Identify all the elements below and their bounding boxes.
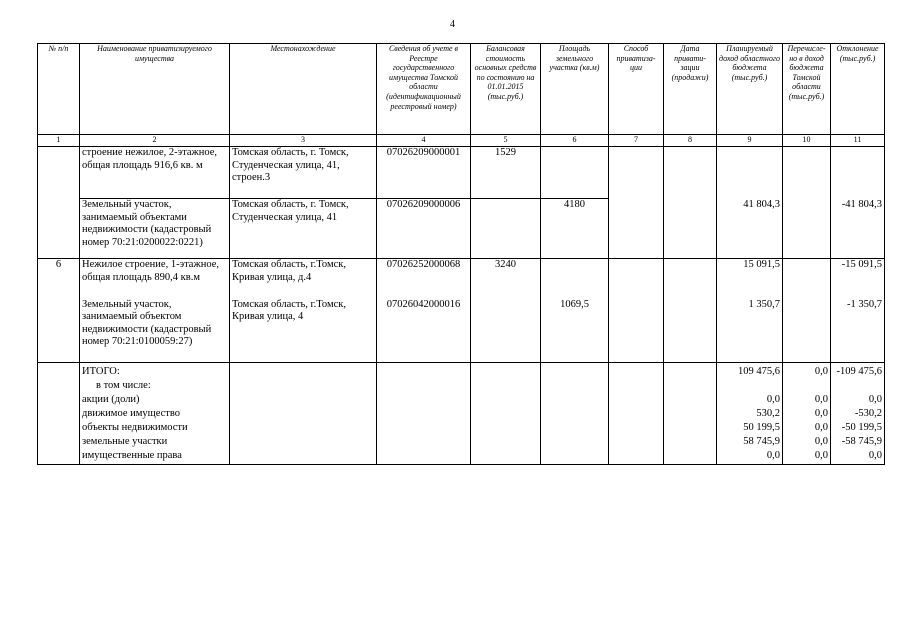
header-row [38, 44, 885, 135]
totals-method [609, 363, 664, 465]
header-no: № п/п [38, 44, 80, 135]
transferred-realty: 0,0 [814, 422, 828, 433]
header-location: Местонахождение [230, 44, 377, 135]
column-number: 8 [664, 135, 717, 147]
registry-number: 07026252000068 [377, 259, 471, 299]
planned-income: 1 350,7 [717, 299, 783, 363]
deviation-realty: -50 199,5 [841, 422, 882, 433]
including-label: в том числе: [96, 380, 151, 391]
planned-income: 15 091,5 [717, 259, 783, 299]
totals-row [38, 363, 885, 465]
property-name: строение нежилое, 2-этажное, общая площадь 916,6 кв. м [80, 147, 230, 199]
total-label: ИТОГО: [82, 366, 120, 377]
land-area: 1069,5 [541, 299, 609, 363]
column-number-row [38, 135, 885, 147]
transferred-total: 0,0 [814, 366, 828, 377]
privatization-method [609, 147, 664, 259]
header-planned: Планируемый доход областного бюджета (тыс.руб.) [717, 44, 783, 135]
property-name: Земельный участок, занимаемый объектом недвижимости (кадастровый номер 70:21:0100059:27) [80, 299, 230, 363]
column-number: 7 [609, 135, 664, 147]
header-balance: Балансовая стоимость основных средств по состоянию на 01.01.2015 (тыс.руб.) [471, 44, 541, 135]
privatization-method [609, 299, 664, 363]
privatization-date [664, 147, 717, 259]
header-date: Дата привати-зации (продажи) [664, 44, 717, 135]
property-location: Томская область, г.Томск, Кривая улица, 4 [230, 299, 377, 363]
page-number: 4 [450, 19, 455, 30]
planned-shares: 0,0 [766, 394, 780, 405]
property-location: Томская область, г. Томск, Студенческая улица, 41, строен.3 [230, 147, 377, 199]
table-row [38, 259, 885, 299]
column-number: 5 [471, 135, 541, 147]
deviation-rights: 0,0 [868, 450, 882, 461]
planned-movable: 530,2 [756, 408, 780, 419]
deviation-value [831, 147, 885, 199]
deviation-value: -1 350,7 [831, 299, 885, 363]
property-name: Нежилое строение, 1-этажное, общая площадь 890,4 кв.м [80, 259, 230, 299]
deviation-value: -41 804,3 [831, 199, 885, 259]
planned-land: 58 745,9 [743, 436, 780, 447]
transferred-movable: 0,0 [814, 408, 828, 419]
deviation-including-blank [833, 379, 882, 393]
planned-rights: 0,0 [766, 450, 780, 461]
transferred-income [783, 299, 831, 363]
deviation-shares: 0,0 [868, 394, 882, 405]
transferred-shares: 0,0 [814, 394, 828, 405]
balance-value: 3240 [471, 259, 541, 299]
header-method: Способ приватиза-ции [609, 44, 664, 135]
deviation-total: -109 475,6 [836, 366, 882, 377]
row-number-cell [38, 299, 80, 363]
land-area: 4180 [541, 199, 609, 259]
row-number-cell [38, 147, 80, 259]
column-number: 11 [831, 135, 885, 147]
column-number: 9 [717, 135, 783, 147]
table-row [38, 147, 885, 199]
privatization-method [609, 259, 664, 299]
balance-value [471, 299, 541, 363]
column-number: 6 [541, 135, 609, 147]
column-number: 3 [230, 135, 377, 147]
land-label: земельные участки [82, 436, 168, 447]
transferred-land: 0,0 [814, 436, 828, 447]
totals-deviation [831, 363, 885, 465]
deviation-movable: -530,2 [854, 408, 882, 419]
totals-transferred [783, 363, 831, 465]
totals-labels [80, 363, 230, 465]
header-registry: Сведения об учете в Реестре государственного имущества Томской области (идентификационный реестровый номер) [377, 44, 471, 135]
transferred-including-blank [785, 379, 828, 393]
column-number: 1 [38, 135, 80, 147]
table-row [38, 199, 885, 259]
row-number-cell: 6 [38, 259, 80, 299]
realty-label: объекты недвижимости [82, 422, 188, 433]
deviation-land: -58 745,9 [841, 436, 882, 447]
header-deviation: Отклонение (тыс.руб.) [831, 44, 885, 135]
planned-total: 109 475,6 [738, 366, 780, 377]
totals-planned [717, 363, 783, 465]
deviation-value: -15 091,5 [831, 259, 885, 299]
planned-income: 41 804,3 [717, 199, 783, 259]
property-location: Томская область, г.Томск, Кривая улица, д.4 [230, 259, 377, 299]
registry-number: 07026042000016 [377, 299, 471, 363]
totals-area [541, 363, 609, 465]
totals-date [664, 363, 717, 465]
planned-realty: 50 199,5 [743, 422, 780, 433]
balance-value: 1529 [471, 147, 541, 199]
transferred-rights: 0,0 [814, 450, 828, 461]
table-row [38, 299, 885, 363]
registry-number: 07026209000006 [377, 199, 471, 259]
totals-location [230, 363, 377, 465]
movable-label: движимое имущество [82, 408, 181, 419]
privatization-date [664, 299, 717, 363]
planned-income [717, 147, 783, 199]
header-area: Площадь земельного участка (кв.м) [541, 44, 609, 135]
row-number-cell [38, 363, 80, 465]
shares-label: акции (доли) [82, 394, 140, 405]
planned-including-blank [719, 379, 780, 393]
rights-label: имущественные права [82, 450, 182, 461]
transferred-income [783, 147, 831, 259]
header-transferred: Перечисле-но в доход бюджета Томской области (тыс.руб.) [783, 44, 831, 135]
header-name: Наименование приватизируемого имущества [80, 44, 230, 135]
property-name: Земельный участок, занимаемый объектами недвижимости (кадастровый номер 70:21:0200022:0221) [80, 199, 230, 259]
registry-number: 07026209000001 [377, 147, 471, 199]
balance-value [471, 199, 541, 259]
privatization-table [37, 43, 885, 465]
column-number: 2 [80, 135, 230, 147]
transferred-income [783, 259, 831, 299]
column-number: 10 [783, 135, 831, 147]
totals-balance [471, 363, 541, 465]
property-location: Томская область, г. Томск, Студенческая улица, 41 [230, 199, 377, 259]
totals-registry [377, 363, 471, 465]
land-area [541, 259, 609, 299]
privatization-date [664, 259, 717, 299]
land-area [541, 147, 609, 199]
column-number: 4 [377, 135, 471, 147]
